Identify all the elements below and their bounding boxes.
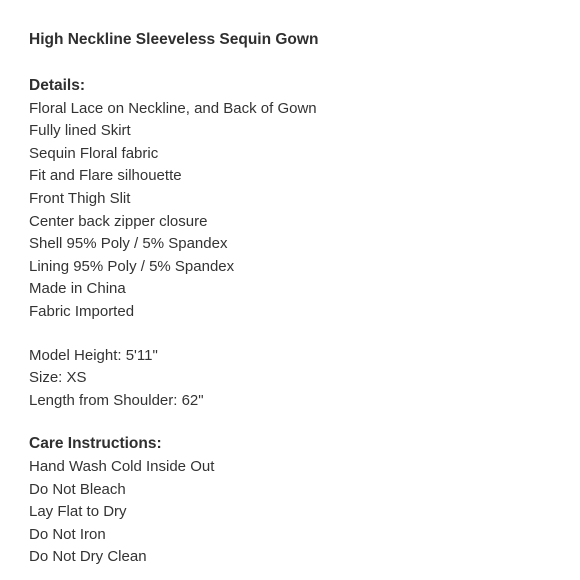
detail-item: Center back zipper closure (29, 212, 208, 230)
detail-item: Fabric Imported (29, 302, 135, 320)
detail-item: Lining 95% Poly / 5% Spandex (29, 257, 235, 275)
detail-item: Fit and Flare silhouette (29, 167, 182, 185)
detail-item: Made in China (29, 280, 126, 298)
care-item: Hand Wash Cold Inside Out (29, 457, 215, 475)
spacer (29, 49, 560, 75)
care-item: Lay Flat to Dry (29, 503, 127, 521)
model-length: Length from Shoulder: 62" (29, 391, 204, 409)
model-height: Model Height: 5'11" (29, 346, 158, 364)
detail-item: Shell 95% Poly / 5% Spandex (29, 235, 228, 253)
care-heading: Care Instructions: (29, 435, 162, 453)
model-size: Size: XS (29, 369, 87, 387)
product-title: High Neckline Sleeveless Sequin Gown (29, 31, 319, 48)
care-item: Do Not Iron (29, 525, 106, 543)
spacer (29, 324, 560, 345)
care-section (29, 433, 560, 569)
model-section (29, 345, 560, 413)
care-item: Do Not Dry Clean (29, 548, 147, 566)
product-description (29, 31, 560, 569)
spacer (29, 412, 560, 433)
details-section (29, 75, 560, 324)
detail-item: Fully lined Skirt (29, 122, 131, 140)
detail-item: Floral Lace on Neckline, and Back of Gown (29, 99, 317, 117)
care-item: Do Not Bleach (29, 480, 126, 498)
detail-item: Front Thigh Slit (29, 189, 131, 207)
details-heading: Details: (29, 77, 85, 94)
detail-item: Sequin Floral fabric (29, 144, 159, 162)
